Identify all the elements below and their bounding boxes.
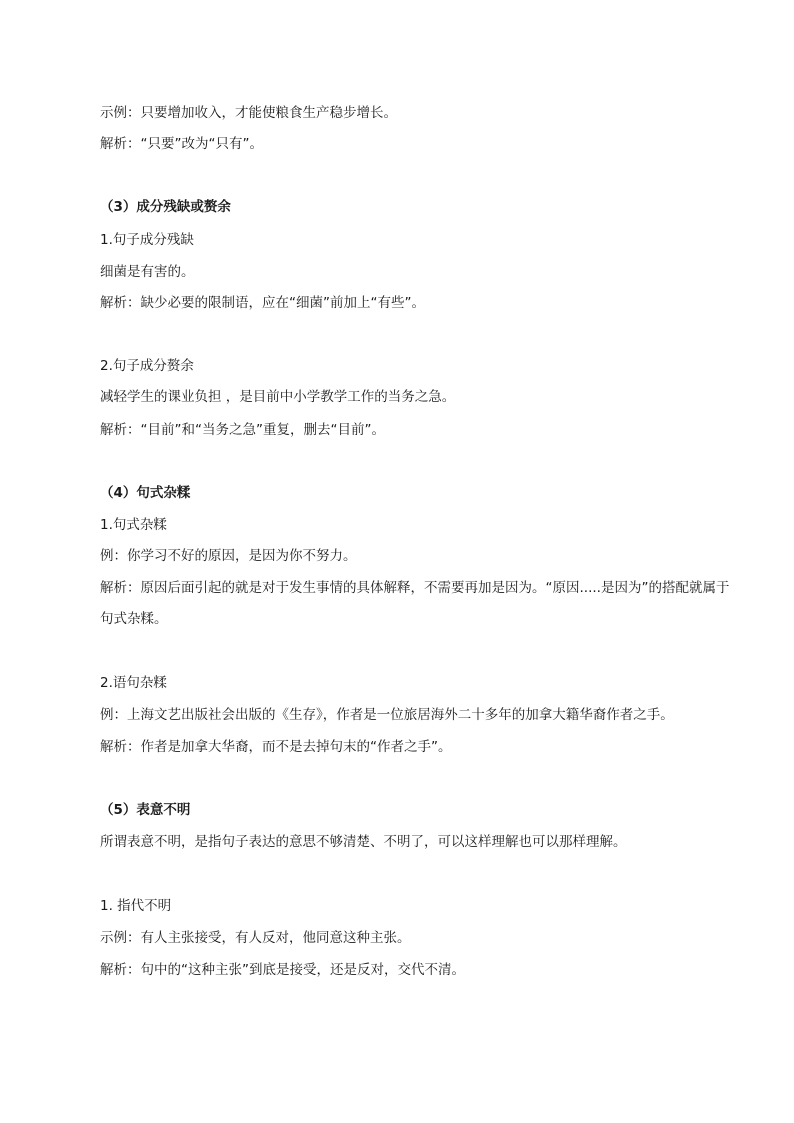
analysis-paragraph: 解析：作者是加拿大华裔，而不是去掉句末的“作者之手”。: [100, 739, 452, 755]
example-paragraph: 示例：有人主张接受，有人反对，他同意这种主张。: [100, 930, 411, 946]
example-paragraph: 减轻学生的课业负担 ，是目前中小学教学工作的当务之急。: [100, 389, 456, 405]
subsection-heading: 2.句子成分赘余: [100, 358, 194, 374]
section-heading: （5）表意不明: [100, 802, 191, 818]
analysis-paragraph: 解析：缺少必要的限制语，应在“细菌”前加上“有些”。: [100, 295, 425, 311]
subsection-heading: 2.语句杂糅: [100, 675, 167, 691]
example-paragraph: 例：你学习不好的原因，是因为你不努力。: [100, 548, 357, 564]
analysis-paragraph: 解析：“目前”和“当务之急”重复，删去“目前”。: [100, 422, 385, 438]
subsection-heading: 1.句式杂糅: [100, 517, 167, 533]
example-paragraph: 示例：只要增加收入，才能使粮食生产稳步增长。: [100, 105, 397, 121]
analysis-paragraph: 解析：“只要”改为“只有”。: [100, 136, 263, 152]
definition-paragraph: 所谓表意不明，是指句子表达的意思不够清楚、不明了，可以这样理解也可以那样理解。: [100, 834, 627, 850]
analysis-paragraph: 解析：原因后面引起的就是对于发生事情的具体解释，不需要再加是因为。“原因.....是因为”的搭配就属于句式杂糅。: [100, 580, 730, 627]
section-heading: （3）成分残缺或赘余: [100, 199, 231, 215]
analysis-paragraph: 解析：句中的“这种主张”到底是接受，还是反对，交代不清。: [100, 962, 465, 978]
example-paragraph: 细菌是有害的。: [100, 264, 195, 280]
subsection-heading: 1.句子成分残缺: [100, 232, 194, 248]
subsection-heading: 1. 指代不明: [100, 898, 172, 914]
example-paragraph: 例：上海文艺出版社会出版的《生存》，作者是一位旅居海外二十多年的加拿大籍华裔作者之手。: [100, 707, 674, 723]
section-heading: （4）句式杂糅: [100, 485, 191, 501]
